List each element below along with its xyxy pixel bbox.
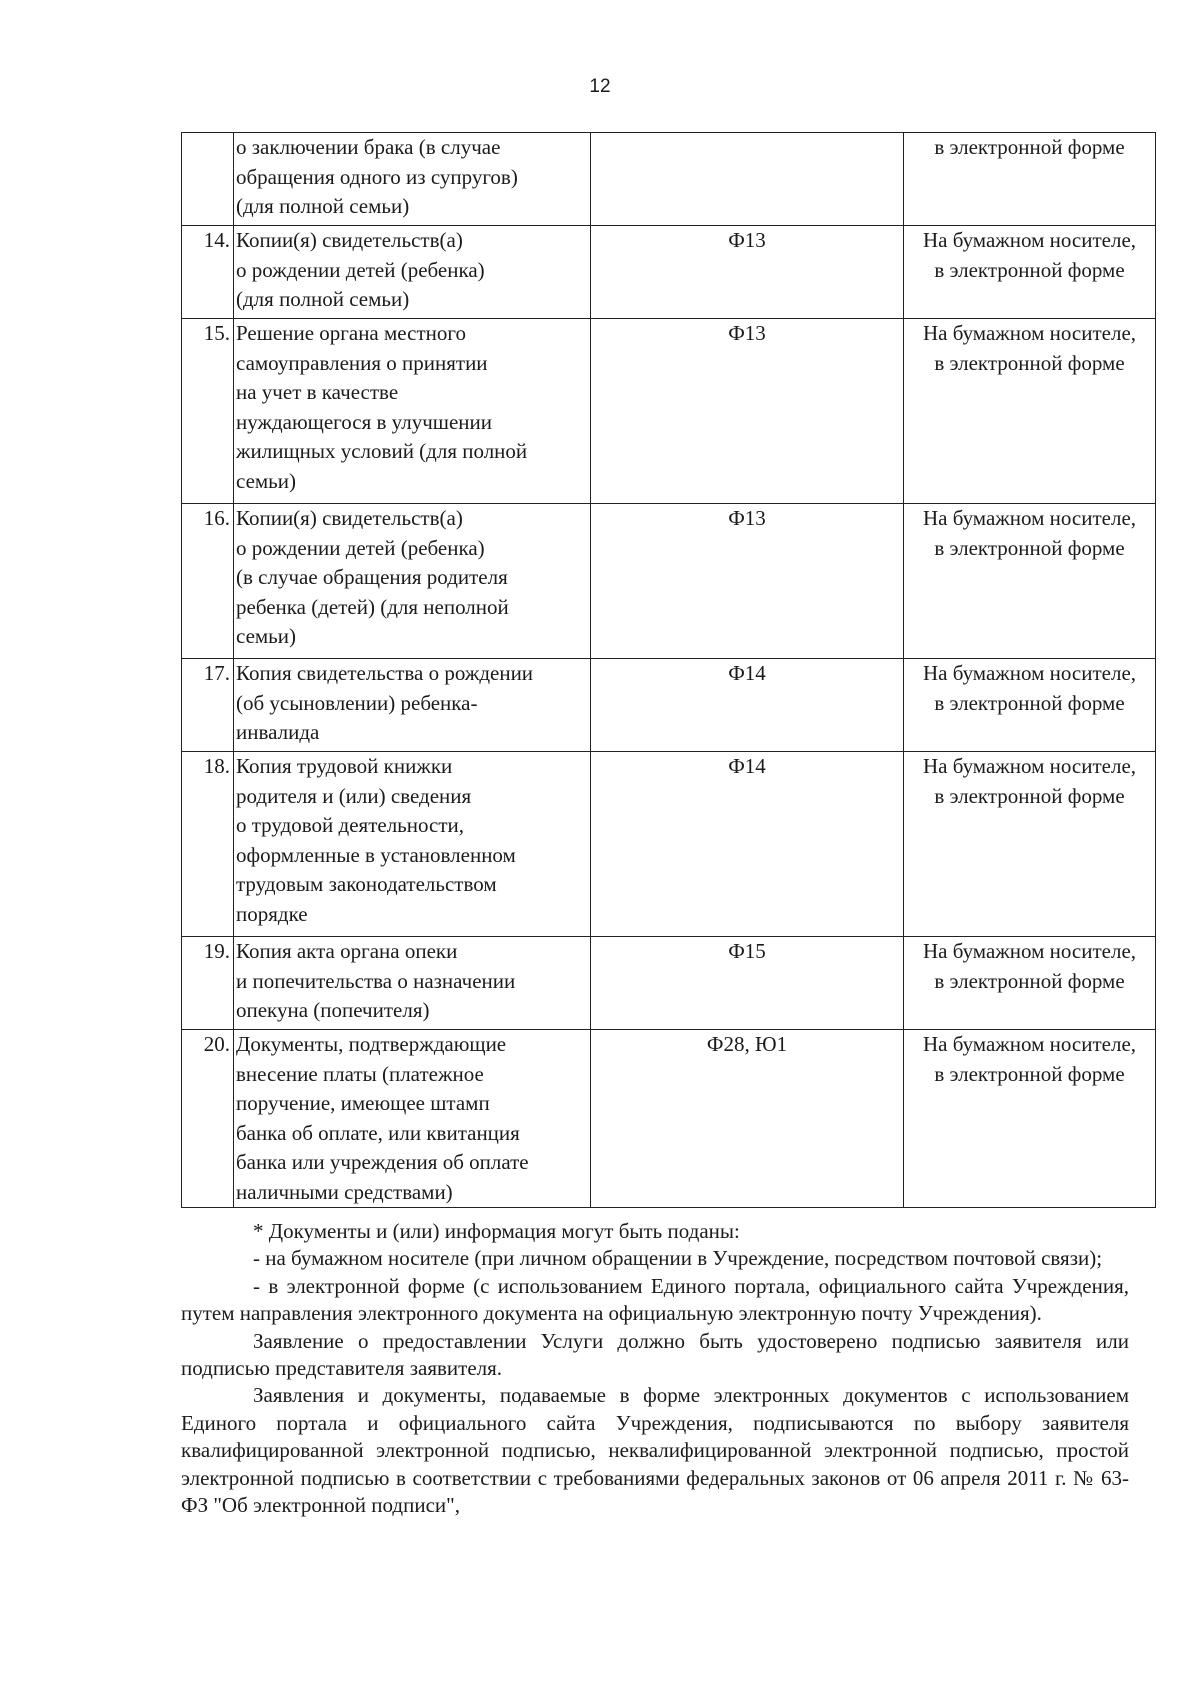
submission-form-line: На бумажном носителе, xyxy=(922,1032,1137,1056)
document-name-cell xyxy=(234,133,591,226)
submission-form-cell xyxy=(904,1030,1156,1208)
submission-form-cell xyxy=(904,133,1156,226)
document-name-cell xyxy=(234,752,591,937)
document-name-line: опекуна (попечителя) xyxy=(236,998,430,1022)
document-name-line: обращения одного из супругов) xyxy=(236,164,518,189)
submission-form-line: в электронной форме xyxy=(934,690,1125,715)
notes-section xyxy=(181,1218,1129,1519)
document-name-line: Документы, подтверждающие xyxy=(236,1032,507,1056)
notes-paragraph-electronic: - в электронной форме (с использованием Единого портала, официального сайта Учреждения, путем направления электронного документа на официальную электронную почту Учреждения). xyxy=(181,1273,1129,1326)
document-name-line: о рождении детей (ребенка) xyxy=(236,535,485,560)
document-name-line: инвалида xyxy=(236,720,320,744)
document-name-line: поручение, имеющее штамп xyxy=(236,1091,490,1115)
document-name-line: семьи) xyxy=(236,624,296,648)
table-row xyxy=(182,133,1156,226)
document-name-line: на учет в качестве xyxy=(236,380,399,404)
document-name-line: Копии(я) свидетельств(а) xyxy=(236,228,463,252)
document-name-cell xyxy=(234,1030,591,1208)
document-name-line: (об усыновлении) ребенка- xyxy=(236,690,478,715)
row-number-cell: 18. xyxy=(182,752,234,937)
submission-form-line: На бумажном носителе, xyxy=(922,506,1137,530)
document-name-line: самоуправления о принятии xyxy=(236,350,488,375)
document-name-line: жилищных условий (для полной xyxy=(236,439,528,463)
document-name-line: Копия трудовой книжки xyxy=(236,754,453,778)
requirement-code-cell xyxy=(591,133,904,226)
submission-form-cell xyxy=(904,937,1156,1030)
table-row xyxy=(182,226,1156,319)
document-name-cell xyxy=(234,937,591,1030)
document-name-line: трудовым законодательством xyxy=(236,872,497,896)
requirement-code-cell: Ф13 xyxy=(591,226,904,319)
notes-paragraph-electronic-signature: Заявления и документы, подаваемые в форме электронных документов с использованием Единого портала и официального сайта Учреждения, подписываются по выбору заявителя квалифицированной электронной подписью, неквалифицированной электронной подписью, простой электронной подписью в соответствии с требованиями федеральных законов от 06 апреля 2011 г. № 63-ФЗ "Об электронной подписи", xyxy=(181,1383,1129,1518)
submission-form-line: в электронной форме xyxy=(934,1061,1125,1086)
document-name-line: и попечительства о назначении xyxy=(236,968,516,993)
submission-form-line: в электронной форме xyxy=(934,135,1125,159)
row-number-cell: 20. xyxy=(182,1030,234,1208)
submission-form-cell xyxy=(904,659,1156,752)
requirement-code-cell: Ф15 xyxy=(591,937,904,1030)
submission-form-line: На бумажном носителе, xyxy=(922,321,1137,345)
document-name-line: оформленные в установленном xyxy=(236,842,516,867)
document-name-line: Копия свидетельства о рождении xyxy=(236,661,534,685)
row-number-cell xyxy=(182,133,234,226)
document-name-line: (в случае обращения родителя xyxy=(236,565,508,589)
requirement-code-cell: Ф28, Ю1 xyxy=(591,1030,904,1208)
table-row xyxy=(182,1030,1156,1208)
document-name-line: о трудовой деятельности, xyxy=(236,813,464,837)
requirement-code-cell: Ф14 xyxy=(591,659,904,752)
submission-form-cell xyxy=(904,752,1156,937)
submission-form-line: На бумажном носителе, xyxy=(922,754,1137,778)
document-name-line: наличными средствами) xyxy=(236,1179,453,1204)
document-name-line: родителя и (или) сведения xyxy=(236,783,472,808)
submission-form-line: в электронной форме xyxy=(934,350,1125,375)
document-name-line: о заключении брака (в случае xyxy=(236,135,501,159)
requirement-code-cell: Ф14 xyxy=(591,752,904,937)
table-row xyxy=(182,319,1156,504)
documents-table-body xyxy=(182,133,1156,1208)
submission-form-cell xyxy=(904,504,1156,659)
row-number-cell: 14. xyxy=(182,226,234,319)
document-name-line: нуждающегося в улучшении xyxy=(236,409,492,434)
document-name-cell xyxy=(234,319,591,504)
document-name-line: (для полной семьи) xyxy=(236,194,410,218)
document-name-cell xyxy=(234,504,591,659)
table-row xyxy=(182,937,1156,1030)
submission-form-line: в электронной форме xyxy=(934,783,1125,808)
submission-form-line: На бумажном носителе, xyxy=(922,228,1137,252)
row-number-cell: 19. xyxy=(182,937,234,1030)
page-number: 12 xyxy=(589,76,611,97)
requirement-code-cell: Ф13 xyxy=(591,319,904,504)
notes-paragraph-intro: * Документы и (или) информация могут быть поданы: xyxy=(253,1219,740,1243)
document-name-cell xyxy=(234,226,591,319)
submission-form-line: На бумажном носителе, xyxy=(922,661,1137,685)
submission-form-line: в электронной форме xyxy=(934,535,1125,560)
row-number-cell: 17. xyxy=(182,659,234,752)
document-name-line: о рождении детей (ребенка) xyxy=(236,257,485,282)
documents-table xyxy=(181,132,1156,1208)
document-name-line: Копии(я) свидетельств(а) xyxy=(236,506,463,530)
document-name-line: порядке xyxy=(236,901,308,926)
row-number-cell: 16. xyxy=(182,504,234,659)
table-row xyxy=(182,659,1156,752)
document-name-line: внесение платы (платежное xyxy=(236,1061,484,1086)
document-name-line: (для полной семьи) xyxy=(236,287,410,311)
document-name-line: ребенка (детей) (для неполной xyxy=(236,594,509,619)
document-name-cell xyxy=(234,659,591,752)
notes-paragraph-paper: - на бумажном носителе (при личном обращении в Учреждение, посредством почтовой связи); xyxy=(253,1246,1103,1271)
submission-form-cell xyxy=(904,319,1156,504)
notes-paragraph-signature: Заявление о предоставлении Услуги должно быть удостоверено подписью заявителя или подписью представителя заявителя. xyxy=(181,1328,1129,1381)
document-name-line: банка или учреждения об оплате xyxy=(236,1150,529,1174)
submission-form-line: в электронной форме xyxy=(934,968,1125,993)
requirement-code-cell: Ф13 xyxy=(591,504,904,659)
document-name-line: банка об оплате, или квитанция xyxy=(236,1120,520,1145)
table-row xyxy=(182,752,1156,937)
document-name-line: семьи) xyxy=(236,468,296,493)
table-row xyxy=(182,504,1156,659)
document-name-line: Решение органа местного xyxy=(236,321,466,345)
submission-form-line: На бумажном носителе, xyxy=(922,939,1137,963)
submission-form-line: в электронной форме xyxy=(934,257,1125,282)
submission-form-cell xyxy=(904,226,1156,319)
row-number-cell: 15. xyxy=(182,319,234,504)
document-name-line: Копия акта органа опеки xyxy=(236,939,458,963)
